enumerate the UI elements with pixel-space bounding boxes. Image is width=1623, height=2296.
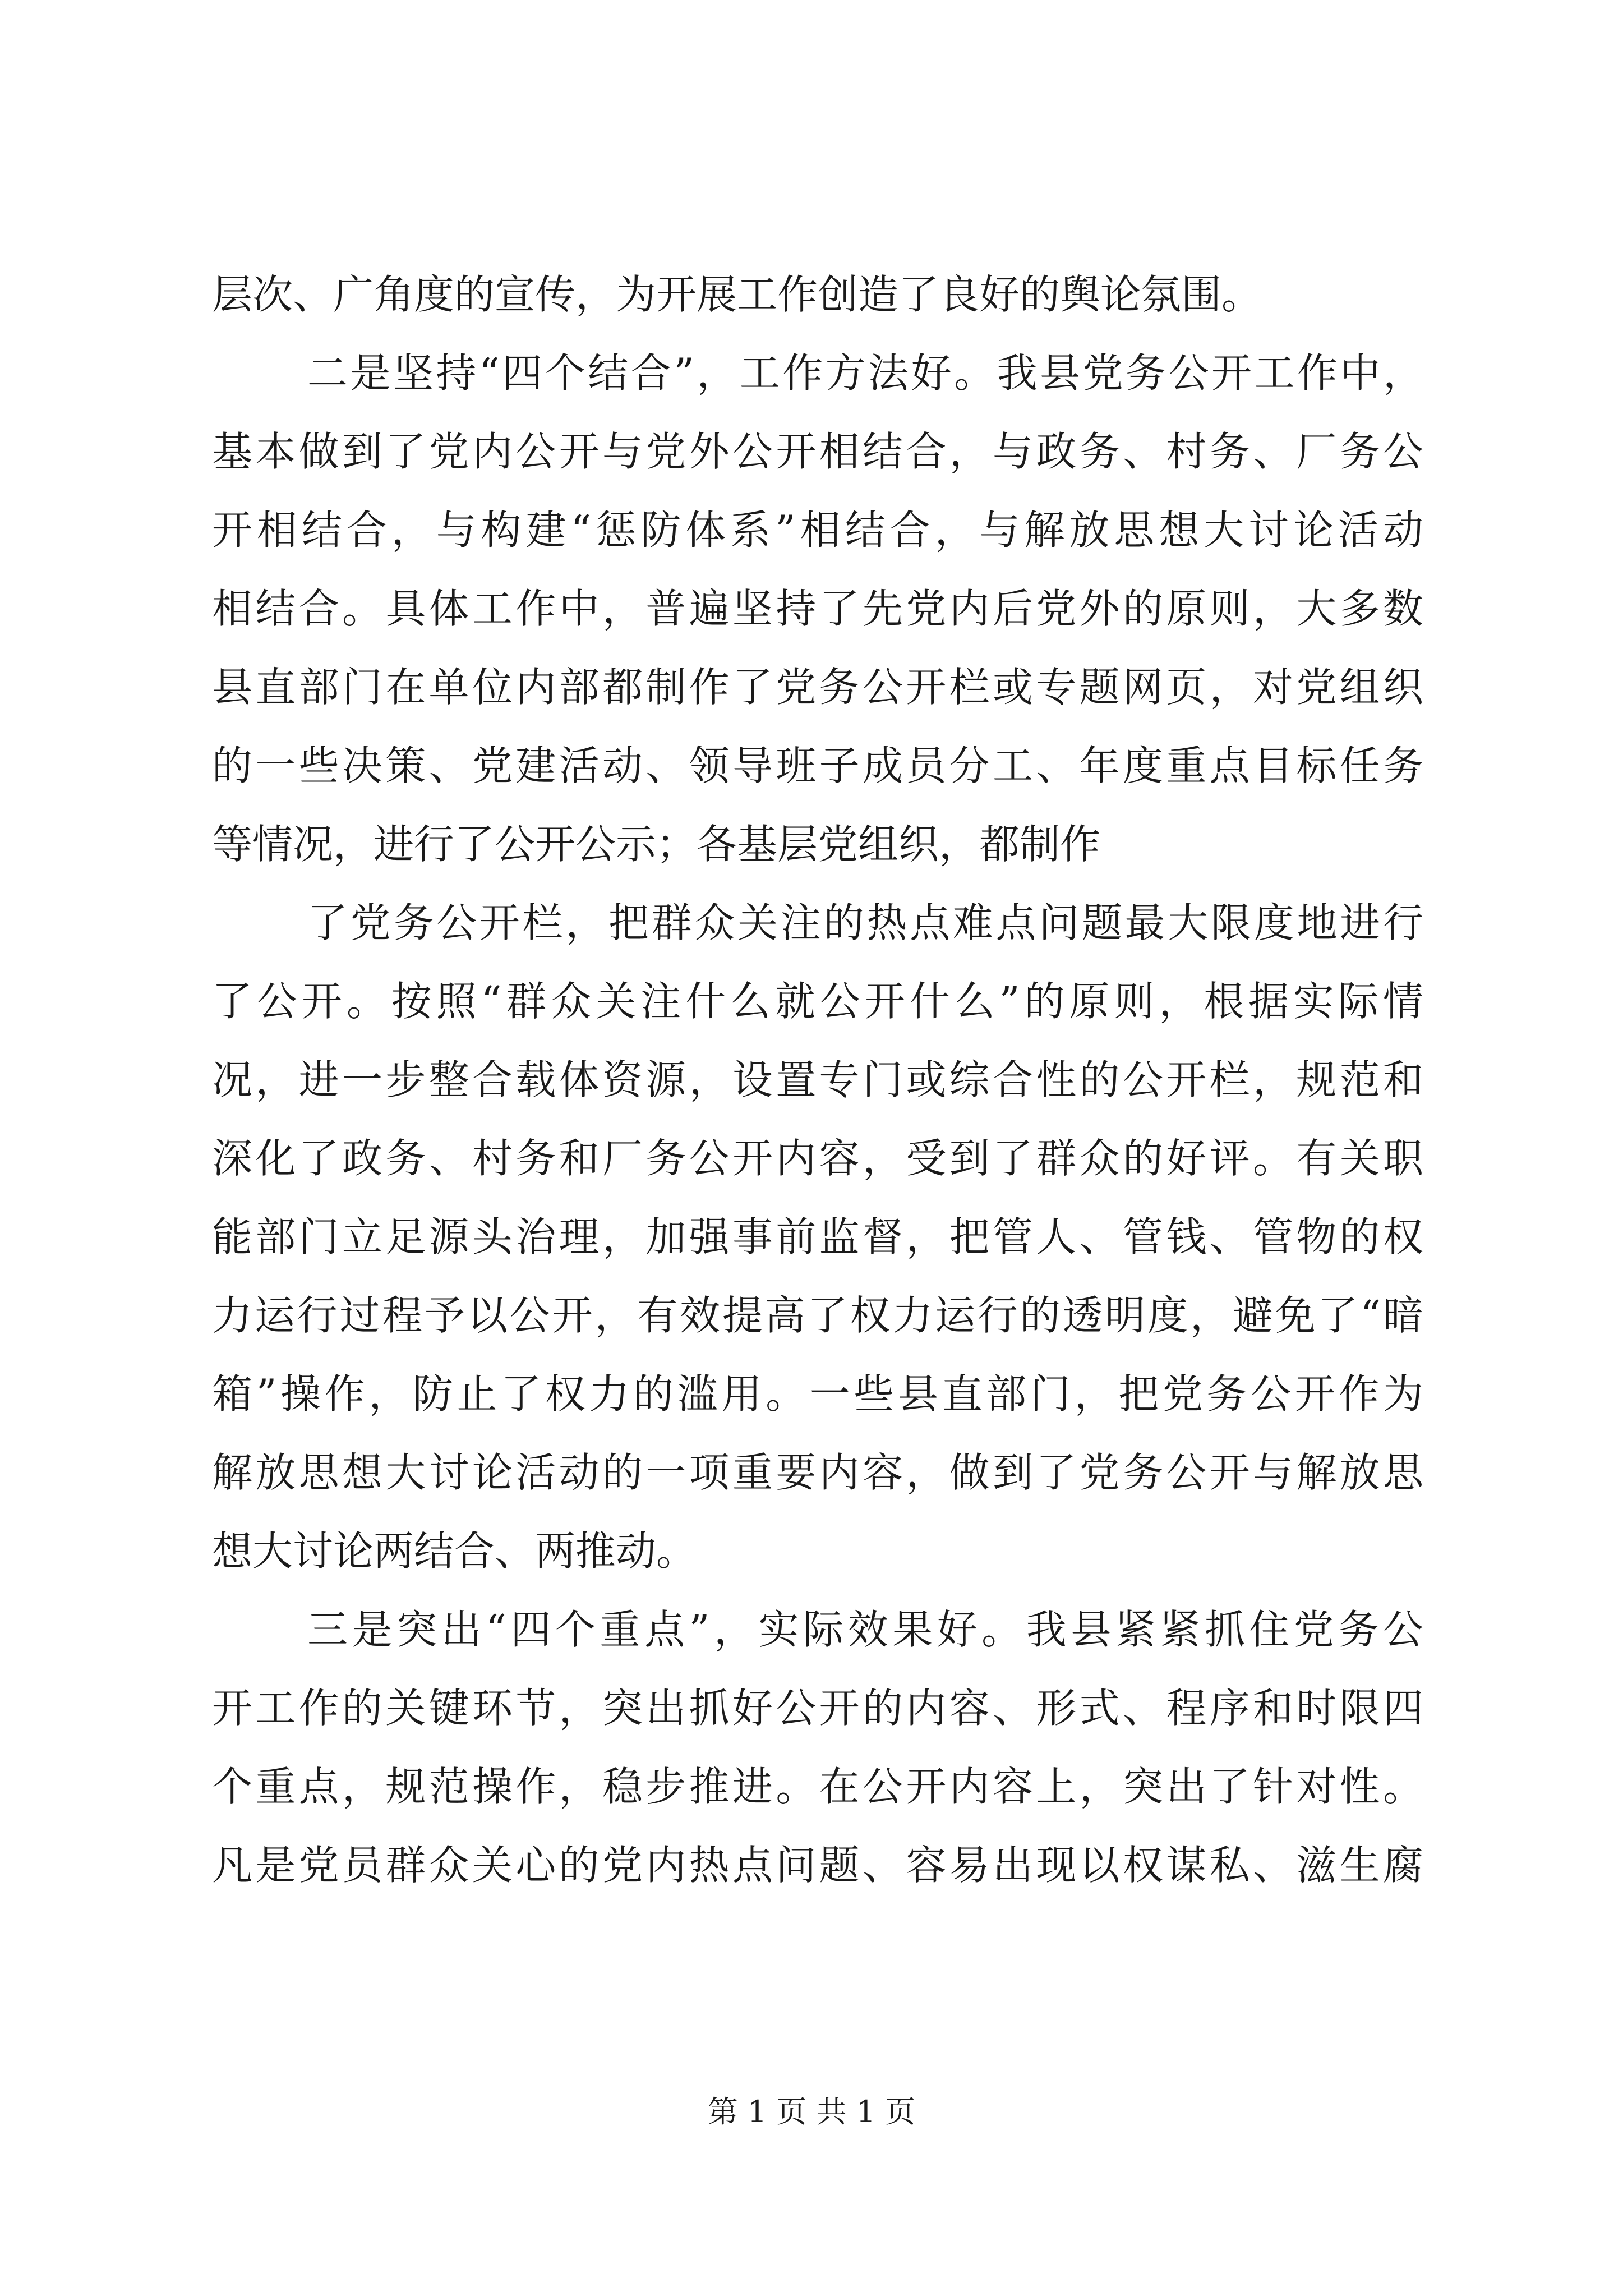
- text-line: 况，进一步整合载体资源，设置专门或综合性的公开栏，规范和: [212, 1056, 1423, 1103]
- text-line: 想大讨论两结合、两推动。: [212, 1527, 697, 1575]
- text-line: 了党务公开栏，把群众关注的热点难点问题最大限度地进行: [307, 899, 1423, 946]
- text-line: 相结合。具体工作中，普遍坚持了先党内后党外的原则，大多数: [212, 585, 1423, 632]
- text-line: 二是坚持“四个结合”，工作方法好。我县党务公开工作中，: [307, 349, 1423, 397]
- text-line: 力运行过程予以公开，有效提高了权力运行的透明度，避免了“暗: [212, 1292, 1423, 1339]
- text-line: 层次、广角度的宣传，为开展工作创造了良好的舆论氛围。: [212, 271, 1262, 318]
- text-line: 箱”操作，防止了权力的滥用。一些县直部门，把党务公开作为: [212, 1370, 1423, 1418]
- text-line: 个重点，规范操作，稳步推进。在公开内容上，突出了针对性。: [212, 1763, 1423, 1810]
- text-line: 深化了政务、村务和厂务公开内容，受到了群众的好评。有关职: [212, 1135, 1423, 1182]
- text-line: 开工作的关键环节，突出抓好公开的内容、形式、程序和时限四: [212, 1685, 1423, 1732]
- text-line: 能部门立足源头治理，加强事前监督，把管人、管钱、管物的权: [212, 1213, 1423, 1260]
- text-line: 凡是党员群众关心的党内热点问题、容易出现以权谋私、滋生腐: [212, 1842, 1423, 1889]
- text-line: 等情况，进行了公开公示；各基层党组织，都制作: [212, 821, 1101, 868]
- text-line: 解放思想大讨论活动的一项重要内容，做到了党务公开与解放思: [212, 1449, 1423, 1496]
- text-line: 县直部门在单位内部都制作了党务公开栏或专题网页，对党组织: [212, 664, 1423, 711]
- text-line: 三是突出“四个重点”，实际效果好。我县紧紧抓住党务公: [307, 1606, 1423, 1653]
- text-line: 基本做到了党内公开与党外公开相结合，与政务、村务、厂务公: [212, 428, 1423, 475]
- text-line: 的一些决策、党建活动、领导班子成员分工、年度重点目标任务: [212, 742, 1423, 789]
- body-text: [212, 255, 1423, 1904]
- text-line: 了公开。按照“群众关注什么就公开什么”的原则，根据实际情: [212, 978, 1423, 1025]
- page-number: 第 1 页 共 1 页: [707, 2094, 916, 2129]
- text-line: 开相结合，与构建“惩防体系”相结合，与解放思想大讨论活动: [212, 507, 1423, 554]
